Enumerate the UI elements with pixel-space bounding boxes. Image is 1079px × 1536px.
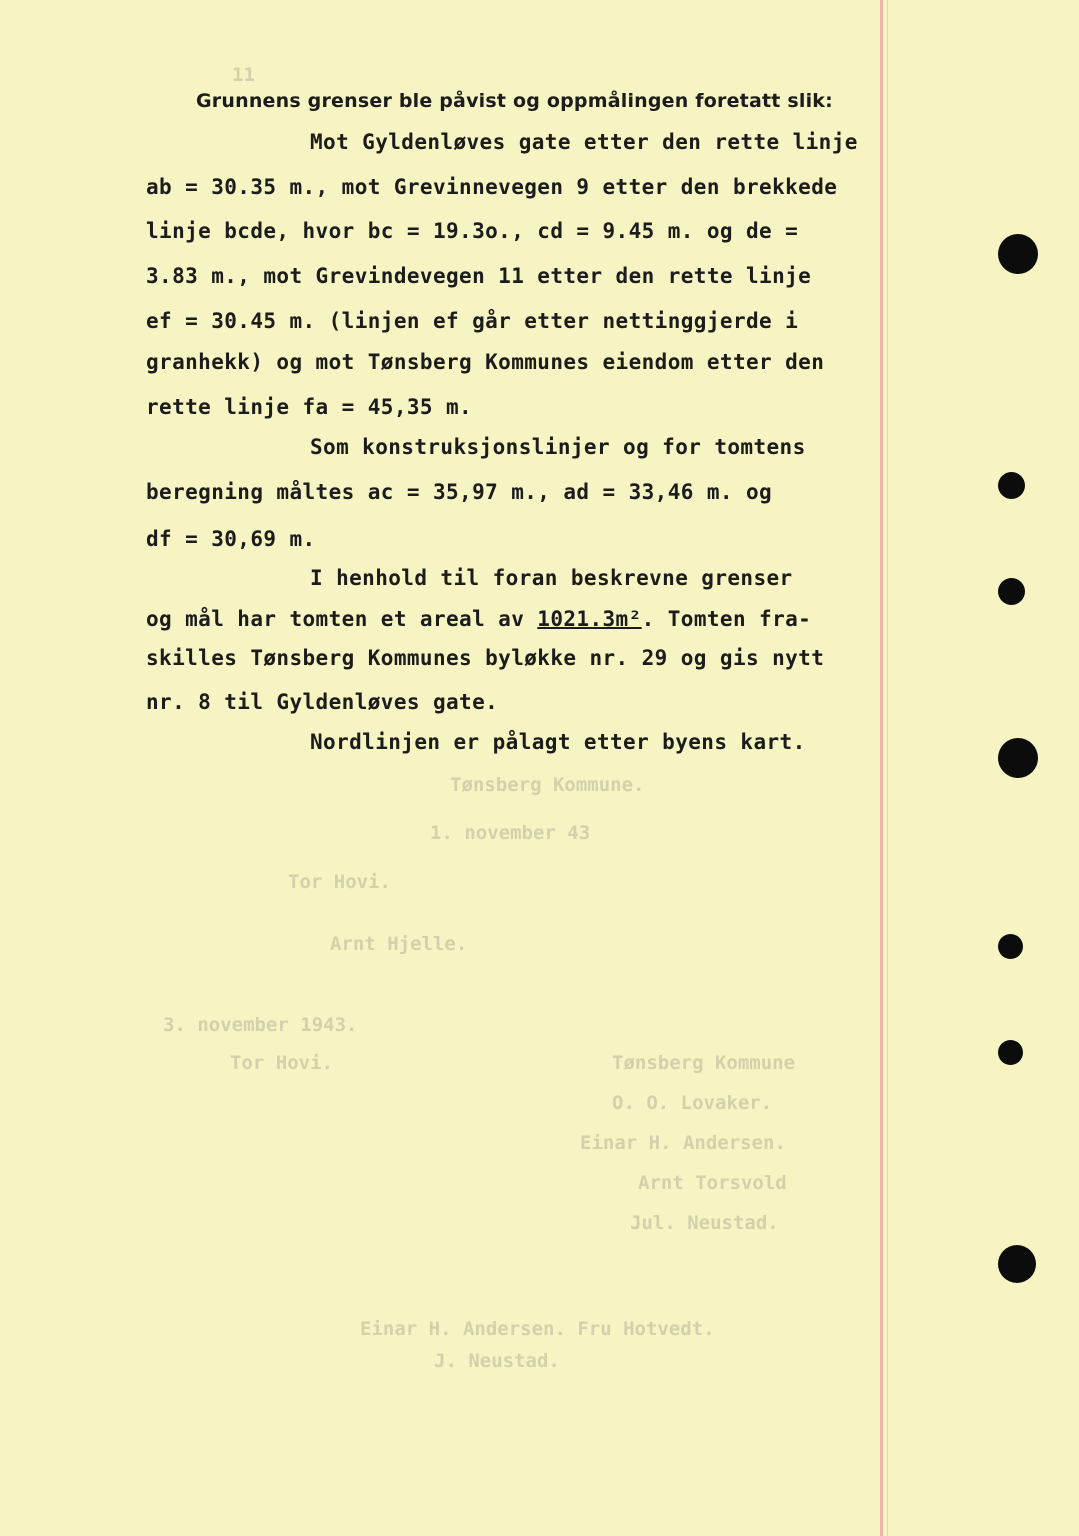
- body-line-area: [146, 607, 811, 631]
- body-line: I henhold til foran beskrevne grenser: [310, 566, 793, 590]
- body-line: rette linje fa = 45,35 m.: [146, 395, 473, 419]
- punch-hole: [998, 234, 1038, 274]
- body-line: 3.83 m., mot Grevindevegen 11 etter den rette linje: [146, 264, 812, 288]
- body-line: skilles Tønsberg Kommunes byløkke nr. 29 og gis nytt: [146, 646, 825, 670]
- page-number: 11: [232, 64, 255, 86]
- area-value: 1021.3m²: [537, 607, 642, 631]
- punch-hole: [998, 738, 1038, 778]
- bleed-through-text: Tønsberg Kommune: [612, 1052, 796, 1074]
- body-line: Nordlinjen er pålagt etter byens kart.: [310, 730, 806, 754]
- punch-hole: [998, 472, 1025, 499]
- body-line: df = 30,69 m.: [146, 527, 316, 551]
- bleed-through-text: Arnt Hjelle.: [330, 933, 468, 955]
- bleed-through-text: O. O. Lovaker.: [612, 1092, 773, 1114]
- red-margin-line: [880, 0, 883, 1536]
- punch-hole: [998, 1245, 1036, 1283]
- punch-hole: [998, 1040, 1023, 1065]
- bleed-through-text: Arnt Torsvold: [638, 1172, 787, 1194]
- body-line: granhekk) og mot Tønsberg Kommunes eiendom etter den: [146, 350, 825, 374]
- bleed-through-text: Einar H. Andersen. Fru Hotvedt.: [360, 1318, 715, 1340]
- red-margin-line-secondary: [887, 0, 888, 1536]
- document-heading: Grunnens grenser ble påvist og oppmålingen foretatt slik:: [196, 90, 833, 112]
- body-line: beregning måltes ac = 35,97 m., ad = 33,46 m. og: [146, 480, 773, 504]
- punch-hole: [998, 578, 1025, 605]
- body-line: Mot Gyldenløves gate etter den rette linje: [310, 130, 858, 154]
- bleed-through-text: Tor Hovi.: [288, 871, 391, 893]
- bleed-through-text: Tønsberg Kommune.: [450, 774, 645, 796]
- punch-hole: [998, 934, 1023, 959]
- bleed-through-text: 3. november 1943.: [163, 1014, 358, 1036]
- bleed-through-text: Einar H. Andersen.: [580, 1132, 786, 1154]
- area-tail-text: . Tomten fra-: [641, 607, 812, 631]
- body-line: linje bcde, hvor bc = 19.3o., cd = 9.45 m. og de =: [146, 219, 799, 243]
- bleed-through-text: J. Neustad.: [434, 1350, 560, 1372]
- bleed-through-text: Tor Hovi.: [230, 1052, 333, 1074]
- bleed-through-text: Jul. Neustad.: [630, 1212, 779, 1234]
- bleed-through-text: 1. november 43: [430, 822, 591, 844]
- body-line: ab = 30.35 m., mot Grevinnevegen 9 etter den brekkede: [146, 175, 838, 199]
- body-line: nr. 8 til Gyldenløves gate.: [146, 690, 499, 714]
- body-line: Som konstruksjonslinjer og for tomtens: [310, 435, 806, 459]
- area-lead-text: og mål har tomten et areal av: [146, 607, 525, 631]
- body-line: ef = 30.45 m. (linjen ef går etter nettinggjerde i: [146, 309, 799, 333]
